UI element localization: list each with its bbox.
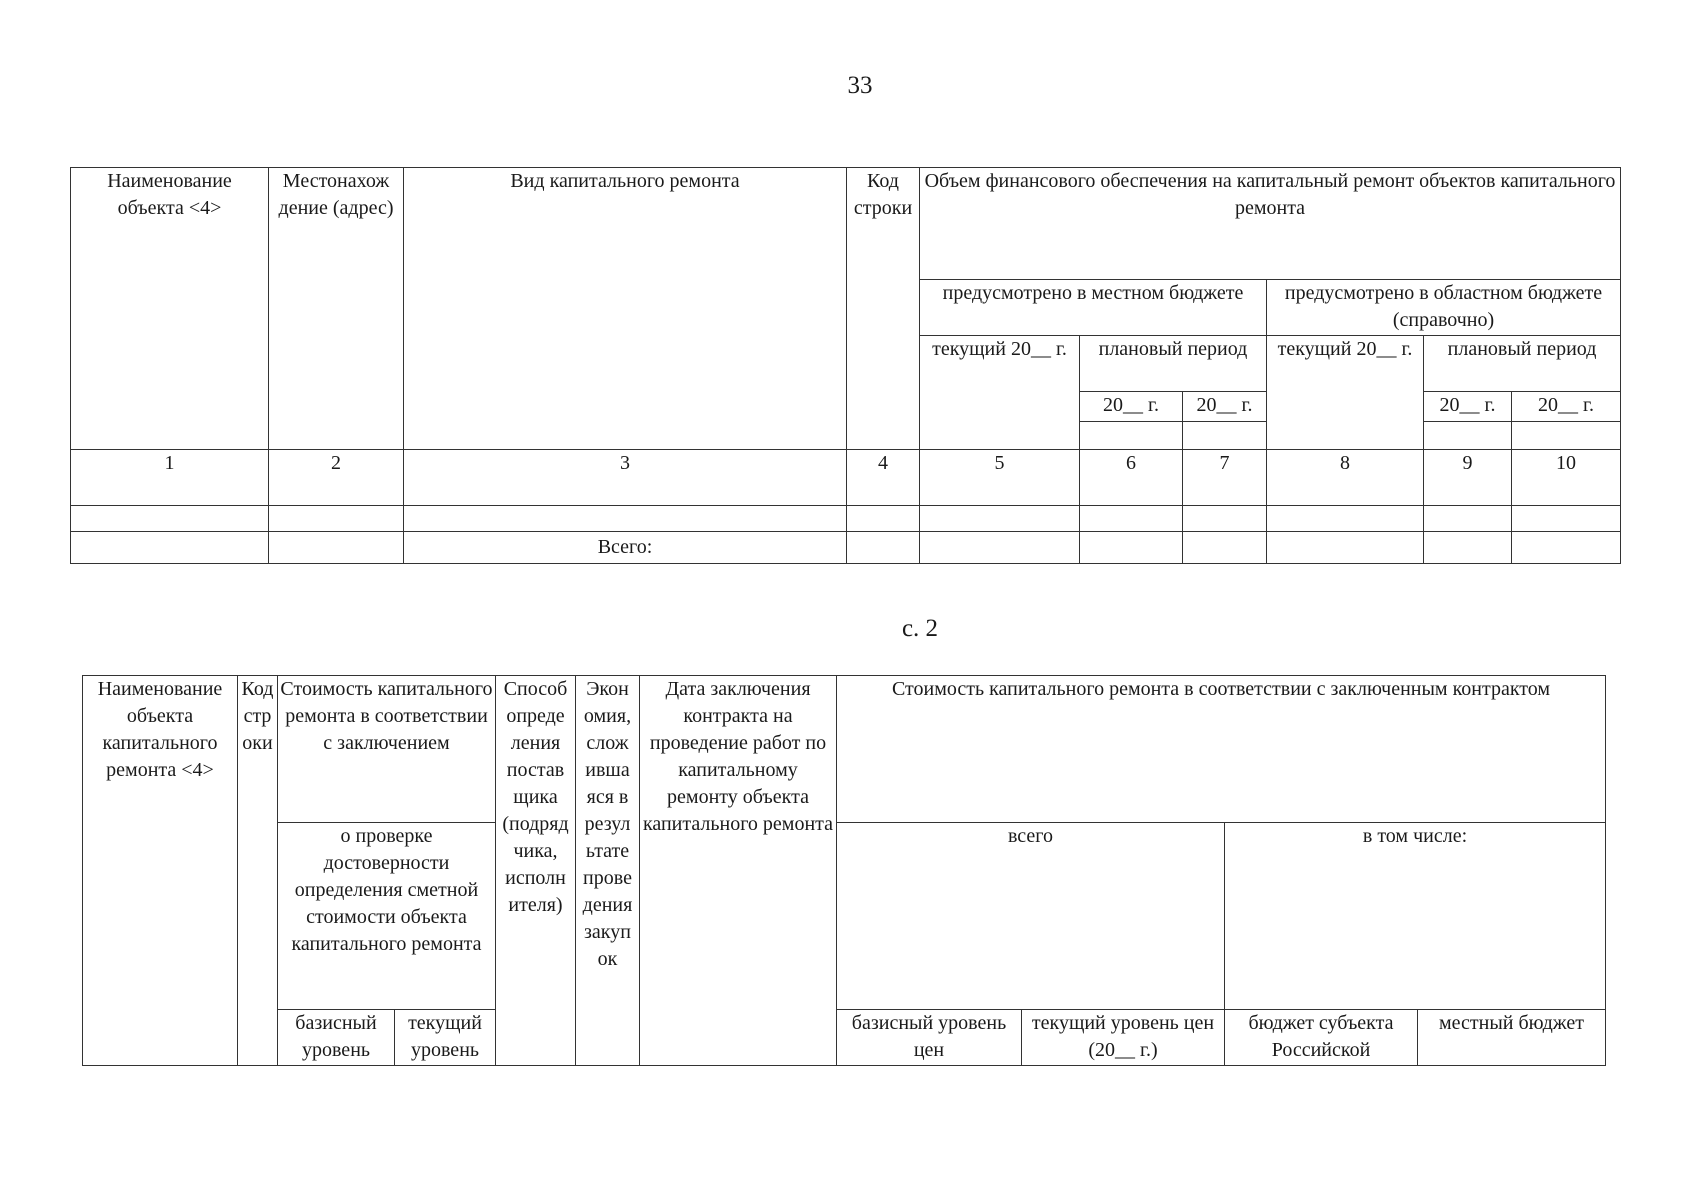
contract-table xyxy=(82,675,1606,1066)
header-year1-regional: 20__ г. xyxy=(1424,392,1512,422)
header-object-name: Наименование объекта капитального ремонта <4> xyxy=(83,676,238,1066)
column-number: 8 xyxy=(1267,450,1424,506)
header-local-budget: местный бюджет xyxy=(1418,1010,1606,1066)
header-repair-type: Вид капитального ремонта xyxy=(404,168,847,450)
header-year1-local: 20__ г. xyxy=(1080,392,1183,422)
column-number: 4 xyxy=(847,450,920,506)
header-year2-local-blank xyxy=(1183,422,1267,450)
header-year2-regional-blank xyxy=(1512,422,1621,450)
header-planned-period-local: плановый период xyxy=(1080,336,1267,392)
header-current-price-level: текущий уровень цен (20__ г.) xyxy=(1022,1010,1225,1066)
header-regional-budget: предусмотрено в областном бюджете (справочно) xyxy=(1267,280,1621,336)
header-local-budget: предусмотрено в местном бюджете xyxy=(920,280,1267,336)
header-subject-budget: бюджет субъекта Российской xyxy=(1225,1010,1418,1066)
header-row-code: Код стр оки xyxy=(238,676,278,1066)
header-base-price-level: базисный уровень цен xyxy=(837,1010,1022,1066)
header-including: в том числе: xyxy=(1225,823,1606,1010)
header-year1-regional-blank xyxy=(1424,422,1512,450)
header-cost-verification: о проверке достоверности определения сметной стоимости объекта капитального ремонта xyxy=(278,823,496,1010)
header-current-level: текущий уровень xyxy=(395,1010,496,1066)
column-number: 6 xyxy=(1080,450,1183,506)
section-label: с. 2 xyxy=(901,615,939,642)
header-current-year-regional: текущий 20__ г. xyxy=(1267,336,1424,450)
column-number: 9 xyxy=(1424,450,1512,506)
header-total: всего xyxy=(837,823,1225,1010)
header-location: Местонахож дение (адрес) xyxy=(269,168,404,450)
column-number: 10 xyxy=(1512,450,1621,506)
column-number: 7 xyxy=(1183,450,1267,506)
header-contract-cost: Стоимость капитального ремонта в соответствии с заключенным контрактом xyxy=(837,676,1606,823)
header-year2-local: 20__ г. xyxy=(1183,392,1267,422)
header-base-level: базисный уровень xyxy=(278,1010,395,1066)
page-number: 33 xyxy=(847,72,873,99)
header-year1-local-blank xyxy=(1080,422,1183,450)
header-object-name: Наименование объекта <4> xyxy=(71,168,269,450)
header-supplier-method: Способ опреде ления постав щика (подряд чика, исполн ителя) xyxy=(496,676,576,1066)
column-number: 2 xyxy=(269,450,404,506)
header-savings: Экон омия, слож ивша яся в резул ьтате прове дения закуп ок xyxy=(576,676,640,1066)
header-planned-period-regional: плановый период xyxy=(1424,336,1621,392)
funding-table xyxy=(70,167,1621,564)
header-cost-conclusion: Стоимость капитального ремонта в соответствии с заключением xyxy=(278,676,496,823)
header-year2-regional: 20__ г. xyxy=(1512,392,1621,422)
header-contract-date: Дата заключения контракта на проведение работ по капитальному ремонту объекта капитального ремонта xyxy=(640,676,837,1066)
table-row xyxy=(71,506,1621,532)
column-number: 3 xyxy=(404,450,847,506)
header-current-year-local: текущий 20__ г. xyxy=(920,336,1080,450)
total-label: Всего: xyxy=(404,532,847,564)
header-row-code: Код строки xyxy=(847,168,920,450)
header-funding: Объем финансового обеспечения на капитальный ремонт объектов капитального ремонта xyxy=(920,168,1621,280)
column-number: 5 xyxy=(920,450,1080,506)
column-number: 1 xyxy=(71,450,269,506)
total-row xyxy=(71,532,1621,564)
